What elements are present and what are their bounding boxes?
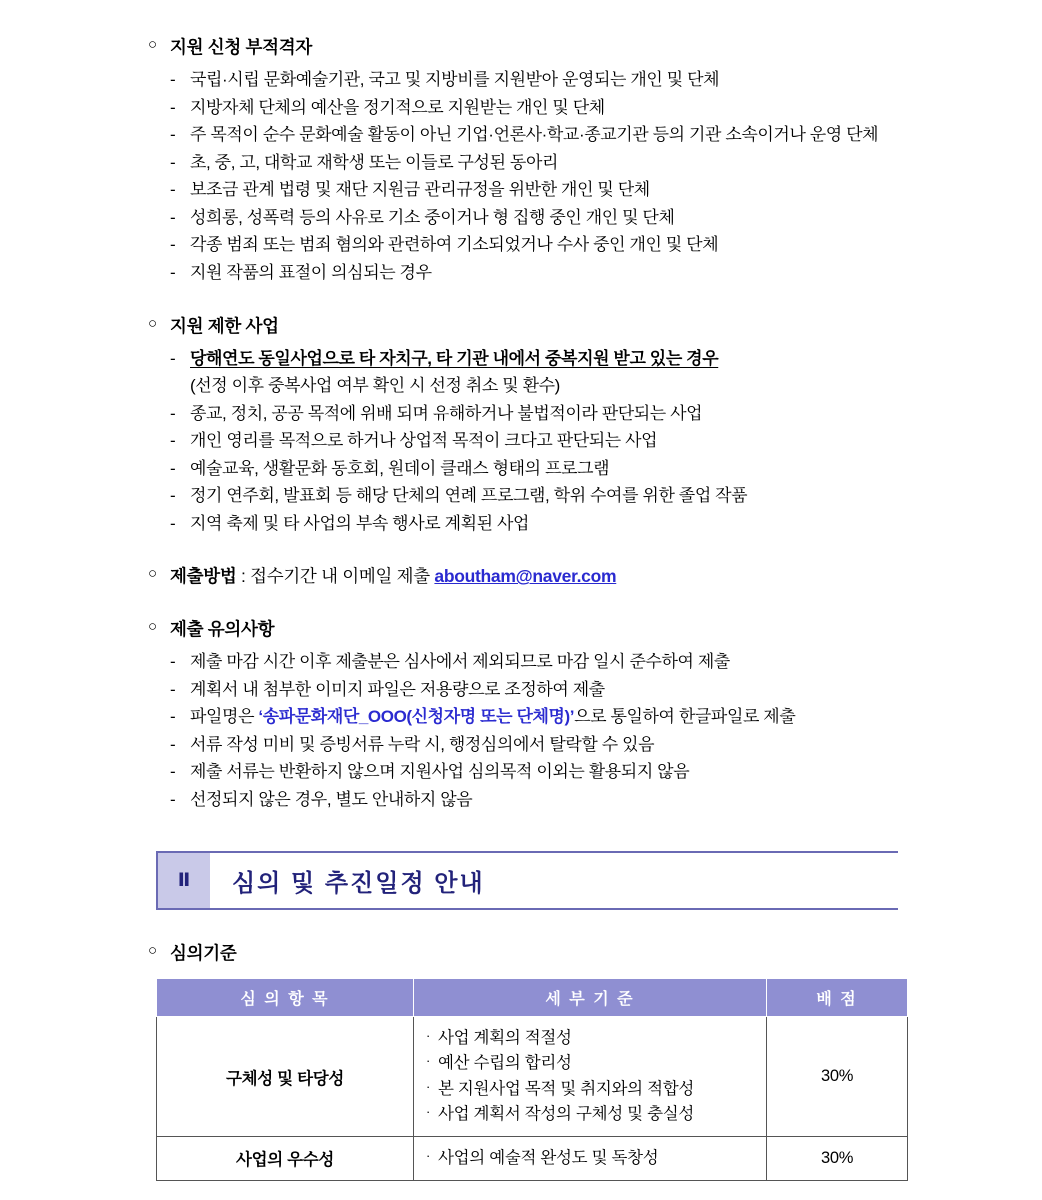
dash-marker-icon: - <box>170 180 176 200</box>
section-criteria <box>148 940 952 966</box>
dash-marker-icon: - <box>170 458 176 478</box>
list-item <box>170 204 952 232</box>
circle-marker-icon: ○ <box>148 617 157 635</box>
dash-marker-icon: - <box>170 431 176 451</box>
detail-item-text: 사업의 예술적 완성도 및 독창성 <box>438 1148 659 1167</box>
section-title: 지원 제한 사업 <box>170 315 279 336</box>
list-item <box>170 176 952 204</box>
dash-marker-icon: - <box>170 262 176 282</box>
section-title: 제출 유의사항 <box>170 618 275 639</box>
criteria-table <box>156 978 908 1180</box>
list-item <box>170 758 952 786</box>
list-item <box>170 510 952 538</box>
section-heading <box>148 34 952 60</box>
list-item-text: 선정되지 않은 경우, 별도 안내하지 않음 <box>190 789 473 809</box>
list-item-text: 종교, 정치, 공공 목적에 위배 되며 유해하거나 불법적이라 판단되는 사업 <box>190 403 703 423</box>
dash-marker-icon: - <box>170 207 176 227</box>
ineligible-list <box>148 66 952 286</box>
list-item-text: 개인 영리를 목적으로 하거나 상업적 목적이 크다고 판단되는 사업 <box>190 431 658 451</box>
detail-item <box>426 1102 754 1127</box>
list-item <box>170 786 952 814</box>
dash-marker-icon: - <box>170 707 176 727</box>
table-header-row <box>157 979 908 1017</box>
dash-marker-icon: - <box>170 97 176 117</box>
list-item <box>170 731 952 759</box>
list-item-text: 계획서 내 첨부한 이미지 파일은 저용량으로 조정하여 제출 <box>190 679 605 699</box>
cell-detail <box>414 1017 767 1136</box>
list-item <box>170 66 952 94</box>
dash-marker-icon: - <box>170 70 176 90</box>
dash-marker-icon: - <box>170 513 176 533</box>
list-item-text: 정기 연주회, 발표회 등 해당 단체의 연례 프로그램, 학위 수여를 위한 졸업 작품 <box>190 486 748 506</box>
dash-marker-icon: - <box>170 486 176 506</box>
chapter-banner <box>156 851 898 910</box>
list-item-text: 지원 작품의 표절이 의심되는 경우 <box>190 262 432 282</box>
dash-marker-icon: - <box>170 789 176 809</box>
circle-marker-icon: ○ <box>148 565 157 583</box>
list-item-text: 각종 범죄 또는 범죄 혐의와 관련하여 기소되었거나 수사 중인 개인 및 단체 <box>190 235 719 255</box>
cell-category: 사업의 우수성 <box>157 1136 414 1180</box>
list-item <box>170 259 952 287</box>
dot-marker-icon: · <box>426 1103 431 1119</box>
list-item <box>170 482 952 510</box>
email-link[interactable]: aboutham@naver.com <box>434 566 617 587</box>
list-item-text-emphasized: 당해연도 동일사업으로 타 자치구, 타 기관 내에서 중복지원 받고 있는 경우 <box>190 348 719 368</box>
table-row <box>157 1017 908 1136</box>
cell-score: 30% <box>767 1017 908 1136</box>
list-item-text: 초, 중, 고, 대학교 재학생 또는 이들로 구성된 동아리 <box>190 152 558 172</box>
submit-method-rest: : 접수기간 내 이메일 제출 <box>236 566 435 587</box>
cell-detail <box>414 1136 767 1180</box>
list-item-note-text: (선정 이후 중복사업 여부 확인 시 선정 취소 및 환수) <box>190 376 560 396</box>
dash-marker-icon: - <box>170 651 176 671</box>
chapter-title: 심의 및 추진일정 안내 <box>210 851 898 908</box>
detail-item-text: 본 지원사업 목적 및 취지와의 적합성 <box>438 1079 695 1098</box>
circle-marker-icon: ○ <box>148 942 157 960</box>
list-item-text: 예술교육, 생활문화 동호회, 원데이 클래스 형태의 프로그램 <box>190 458 610 478</box>
chapter-number: Ⅱ <box>156 851 210 908</box>
list-item-text <box>190 703 952 731</box>
detail-item-text: 예산 수립의 합리성 <box>438 1054 572 1073</box>
cell-category: 구체성 및 타당성 <box>157 1017 414 1136</box>
detail-item-text: 사업 계획의 적절성 <box>438 1029 572 1048</box>
dash-marker-icon: - <box>170 403 176 423</box>
detail-item-text: 사업 계획서 작성의 구체성 및 충실성 <box>438 1104 695 1123</box>
filename-highlight: ‘송파문화재단_OOO(신청자명 또는 단체명)’ <box>258 707 575 727</box>
table-row <box>157 1136 908 1180</box>
restricted-list <box>148 345 952 538</box>
dash-marker-icon: - <box>170 152 176 172</box>
column-header-score: 배 점 <box>767 979 908 1017</box>
dash-marker-icon: - <box>170 762 176 782</box>
list-item-text: 서류 작성 미비 및 증빙서류 누락 시, 행정심의에서 탈락할 수 있음 <box>190 734 655 754</box>
section-title: 제출방법 <box>170 566 237 587</box>
list-item <box>170 648 952 676</box>
list-item-text: 국립·시립 문화예술기관, 국고 및 지방비를 지원받아 운영되는 개인 및 단체 <box>190 70 720 90</box>
list-item-text: 보조금 관계 법령 및 재단 지원금 관리규정을 위반한 개인 및 단체 <box>190 180 650 200</box>
section-ineligible <box>148 34 952 287</box>
filename-prefix: 파일명은 <box>190 707 259 727</box>
list-item <box>170 121 952 149</box>
dash-marker-icon: - <box>170 734 176 754</box>
list-item <box>170 400 952 428</box>
column-header-detail: 세 부 기 준 <box>414 979 767 1017</box>
list-item-text: 주 목적이 순수 문화예술 활동이 아닌 기업·언론사·학교·종교기관 등의 기관 소속이거나 운영 단체 <box>190 125 879 145</box>
detail-item <box>426 1077 754 1102</box>
dot-marker-icon: · <box>426 1147 431 1163</box>
list-item <box>170 149 952 177</box>
dash-marker-icon: - <box>170 235 176 255</box>
section-restricted <box>148 313 952 538</box>
dot-marker-icon: · <box>426 1078 431 1094</box>
list-item-text: 제출 마감 시간 이후 제출분은 심사에서 제외되므로 마감 일시 준수하여 제출 <box>190 651 730 671</box>
circle-marker-icon: ○ <box>148 36 157 53</box>
list-item <box>170 455 952 483</box>
circle-marker-icon: ○ <box>148 314 157 332</box>
list-item-text: 지역 축제 및 타 사업의 부속 행사로 계획된 사업 <box>190 513 530 533</box>
section-submit-method <box>148 563 952 589</box>
cell-score: 30% <box>767 1136 908 1180</box>
section-heading <box>148 313 952 339</box>
section-heading <box>148 563 952 589</box>
list-item-text: 제출 서류는 반환하지 않으며 지원사업 심의목적 이외는 활용되지 않음 <box>190 762 690 782</box>
section-title: 심의기준 <box>170 943 237 964</box>
dash-marker-icon: - <box>170 348 176 368</box>
list-item <box>170 94 952 122</box>
list-item <box>170 345 952 373</box>
dash-marker-icon: - <box>170 125 176 145</box>
dot-marker-icon: · <box>426 1053 431 1069</box>
list-item <box>170 231 952 259</box>
list-item <box>170 676 952 704</box>
section-submit-notes <box>148 616 952 813</box>
filename-suffix: 으로 통일하여 한글파일로 제출 <box>574 707 796 727</box>
dash-marker-icon: - <box>170 679 176 699</box>
list-item-text: 지방자체 단체의 예산을 정기적으로 지원받는 개인 및 단체 <box>190 97 605 117</box>
list-item-text: 성희롱, 성폭력 등의 사유로 기소 중이거나 형 집행 중인 개인 및 단체 <box>190 207 675 227</box>
list-item-note <box>170 372 952 400</box>
list-item <box>170 427 952 455</box>
detail-item <box>426 1146 754 1171</box>
dot-marker-icon: · <box>426 1028 431 1044</box>
detail-item <box>426 1051 754 1076</box>
section-heading <box>148 616 952 642</box>
list-item <box>170 703 952 731</box>
submit-notes-list <box>148 648 952 813</box>
section-heading <box>148 940 952 966</box>
column-header-category: 심 의 항 목 <box>157 979 414 1017</box>
detail-item <box>426 1026 754 1051</box>
section-title: 지원 신청 부적격자 <box>170 37 312 57</box>
